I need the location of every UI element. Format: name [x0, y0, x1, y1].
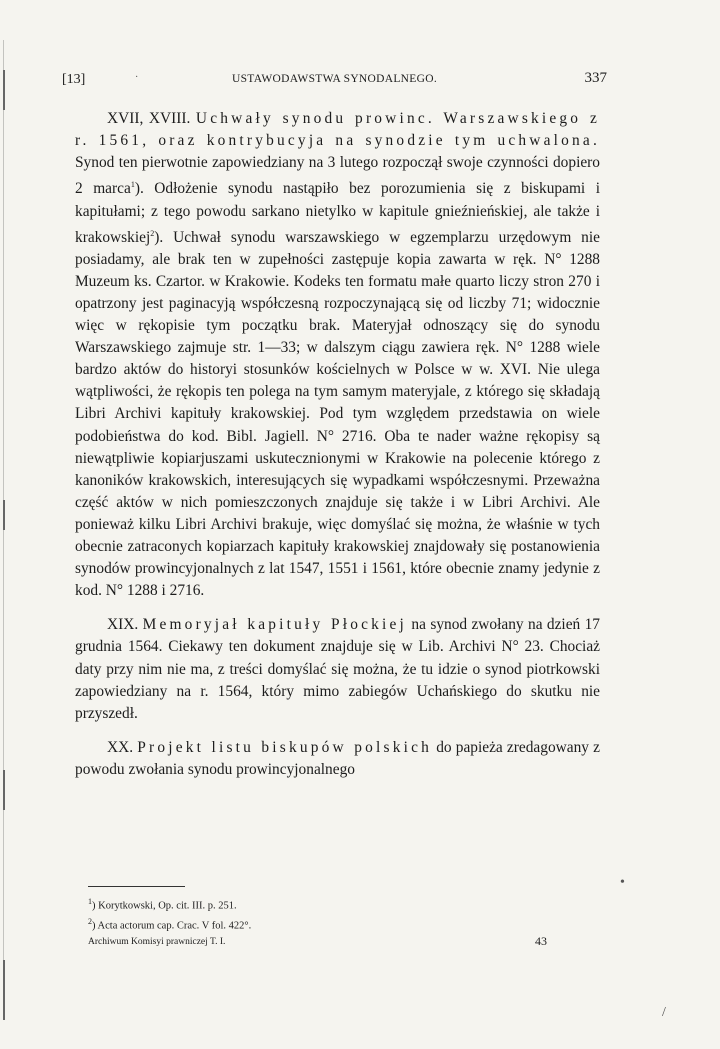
section-title: Projekt listu biskupów polskich — [137, 738, 432, 756]
paragraph-xix — [75, 614, 600, 724]
paragraph-text: Synod ten pierwotnie zapowiedziany na 3 lutego rozpoczął swoje czynności dopiero 2 marca — [75, 154, 600, 198]
paragraph-xx — [75, 737, 600, 781]
section-number: XX. — [107, 738, 134, 756]
paragraph-text: ). Uchwał synodu warszawskiego w egzemplarzu urzędowym nie posiadamy, ale brak ten w zupełności zastępuje kopia zawarta w ręk. N° 1288 Muzeum ks. Czartor. w Krakowie. Kodeks ten formatu małe quarto liczy stron 270 i opatrzony jest paginacyją współczesną rozpoczynającą się od liczby 71; widocznie więc w rękopisie tym początku brak. Materyjał odnoszący się do synodu Warszawskiego zajmuje str. 1—33; w dalszym ciągu zawiera ręk. N° 1288 wiele bardzo aktów do historyi stosunków kościelnych w Polsce w w. XVI. Nie ulega wątpliwości, że rękopis ten polega na tym samym materyjale, z którego się składają Libri Archivi kapituły krakowskiej. Pod tym względem przedstawia on wiele podobieństwa do kod. Bibl. Jagiell. N° 2716. Oba te nader ważne rękopisy są niewątpliwie kopiarjuszami uskutecznionymi w Krakowie na polecenie którego z kanoników krakowskich, interesujących się wypadkami współczesnymi. Przeważna część aktów w nich pomieszczonych znajduje się także i w Libri Archivi. Ale ponieważ kilku Libri Archivi brakuje, więc domyślać się można, że właśnie w tych obecnie zatraconych kopiarzach kapituły krakowskiej znajdowały się postanowienia synodów prowincyjonalnych z lat 1547, 1551 i 1561, które obecnie znamy jedynie z kod. N° 1288 i 2716. — [75, 228, 600, 600]
footnotes — [88, 894, 568, 933]
scan-edge-mark — [3, 500, 5, 530]
paragraph-text: na synod zwołany na dzień 17 grudnia 1564. Ciekawy ten dokument znajduje się w Lib. Archivi N° 23. Chociaż daty przy nim nie ma, z treści domyślać się można, że tu idzie o synod piotrkowski zapowiedziany na r. 1564, który mimo zabiegów Uchańskiego do skutku nie przyszedł. — [75, 616, 600, 722]
paragraph-xvii-xviii — [75, 108, 600, 602]
section-number: XVII, XVIII. — [107, 110, 191, 127]
section-number: XIX. — [107, 616, 139, 634]
stray-mark: / — [662, 1005, 666, 1020]
stray-mark: · — [135, 72, 139, 83]
footnote — [88, 894, 568, 914]
section-title: Uchwały synodu prowinc. Warszawskiego z r. 1561, oraz kontrybucyja na synodzie tym uchwalona. — [75, 110, 600, 150]
footnote-ref: 2 — [150, 228, 155, 238]
page-header — [62, 70, 607, 94]
scan-edge-mark — [3, 40, 4, 1020]
footnote — [88, 914, 568, 934]
stray-mark: • — [620, 875, 625, 890]
page-number: 337 — [584, 70, 607, 86]
scan-edge-mark — [3, 770, 5, 810]
folio-left: [13] — [62, 72, 86, 87]
footnote-ref: 1 — [130, 180, 135, 190]
footnote-mark: 1 — [88, 897, 92, 906]
body-text — [75, 108, 600, 781]
footnote-rule — [88, 886, 185, 887]
footnote-text: ) Korytkowski, Op. cit. III. p. 251. — [92, 900, 237, 912]
signature-mark: 43 — [535, 934, 547, 948]
paragraph-text: ). Odłożenie synodu nastąpiło bez porozumienia się z biskupami i kapitułami; z tego powodu sarkano nietylko w kapitule gnieźnieńskiej, ale także i krakowskiej — [75, 180, 601, 246]
archive-imprint: Archiwum Komisyi prawniczej T. I. — [88, 937, 226, 947]
running-title: USTAWODAWSTWA SYNODALNEGO. — [232, 73, 437, 85]
footnote-text: ) Acta actorum cap. Crac. V fol. 422°. — [92, 920, 252, 931]
footnote-mark: 2 — [88, 916, 92, 926]
paragraph-text: do papieża zredagowany z powodu zwołania synodu prowincyjonalnego — [75, 738, 600, 778]
section-title: Memoryjał kapituły Płockiej — [142, 616, 408, 634]
scan-edge-mark — [3, 70, 5, 110]
scan-edge-mark — [3, 960, 5, 1020]
